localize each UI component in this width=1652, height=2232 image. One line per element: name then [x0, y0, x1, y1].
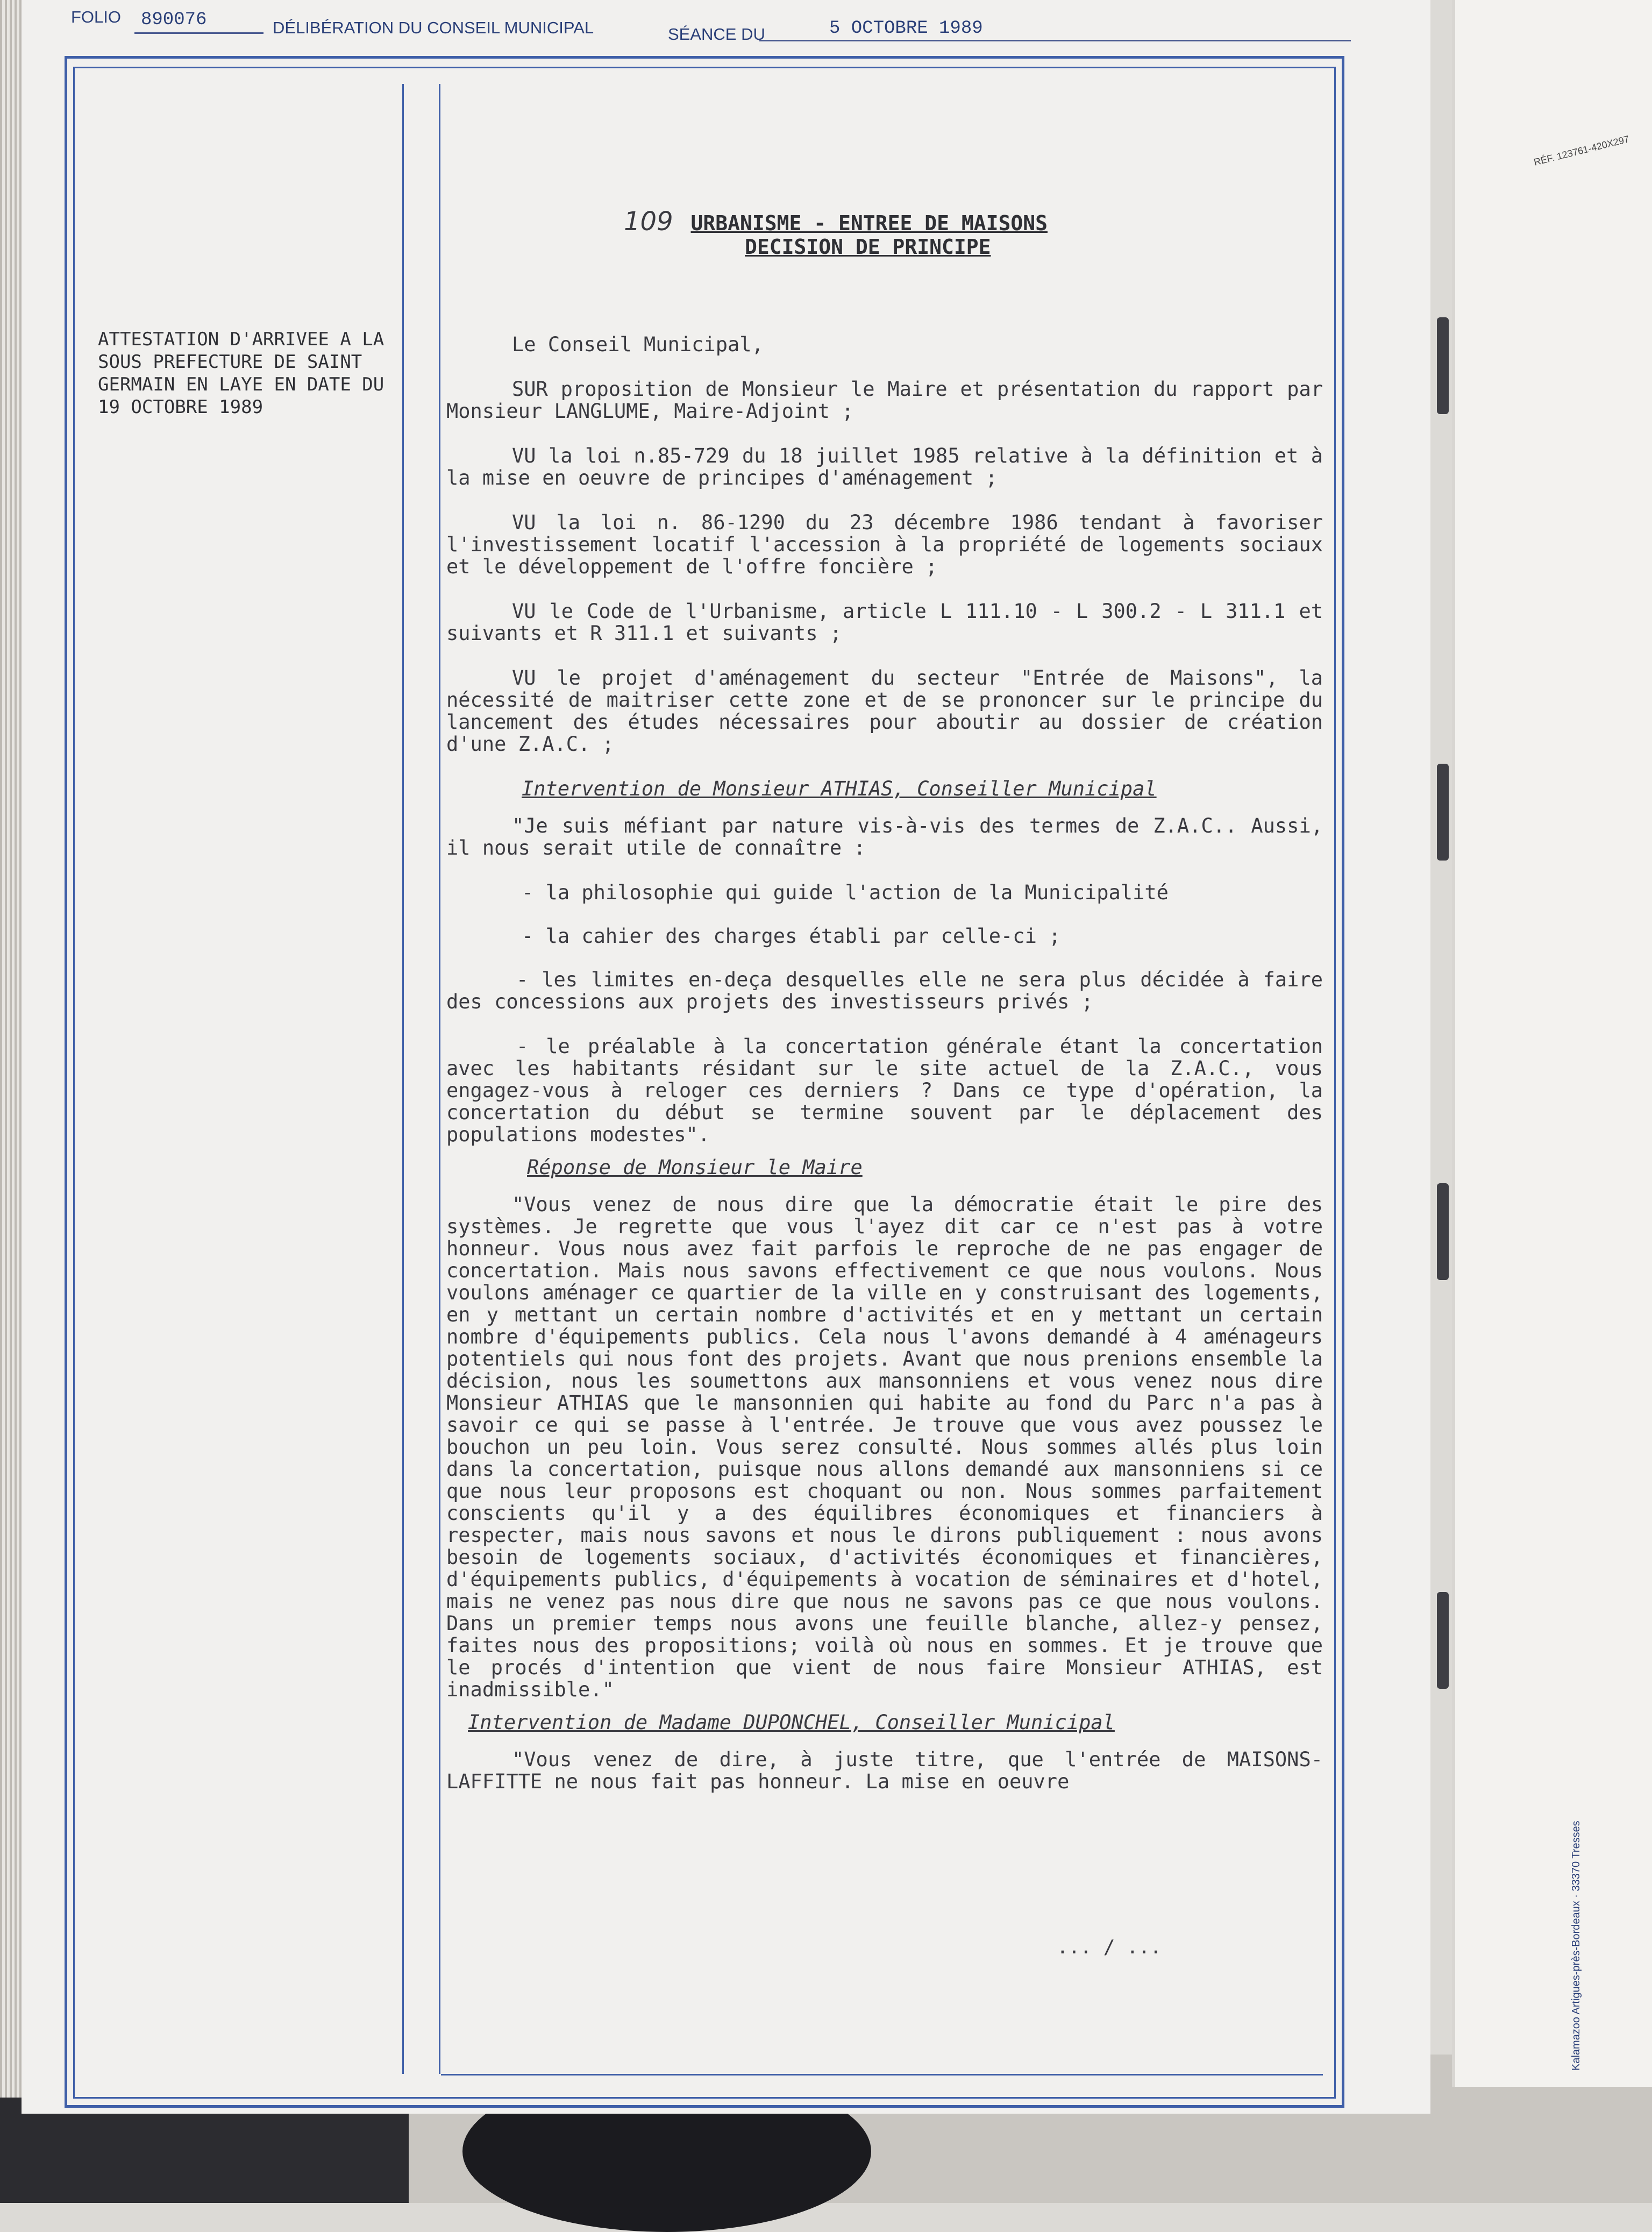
text-column-bottom-rule — [441, 2074, 1323, 2075]
athias-intro: "Je suis méfiant par nature vis-à-vis des termes de Z.A.C.. Aussi, il nous serait utile de connaître : — [446, 814, 1323, 859]
deliberation-title — [624, 207, 1048, 259]
folio-underline — [134, 32, 264, 34]
deliberation-number: 109 — [624, 207, 673, 237]
register-page — [22, 0, 1430, 2114]
attestation-line: 19 OCTOBRE 1989 — [98, 396, 264, 418]
title-line-2: DECISION DE PRINCIPE — [745, 235, 991, 259]
binder-tab — [1437, 1183, 1449, 1280]
heading-duponchel: Intervention de Madame DUPONCHEL, Conseiller Municipal — [468, 1711, 1115, 1734]
folio-label: FOLIO — [71, 8, 122, 26]
paragraph-loi-1986: VU la loi n. 86-1290 du 23 décembre 1986 tendant à favoriser l'investissement locatif l'accession à la propriété de logements sociaux et le développement de l'offre foncière ; — [446, 511, 1323, 578]
athias-point: - les limites en-deça desquelles elle ne sera plus décidée à faire des concessions aux projets des investisseurs privés ; — [446, 968, 1323, 1013]
paragraph-proposition: SUR proposition de Monsieur le Maire et présentation du rapport par Monsieur LANGLUME, Maire-Adjoint ; — [446, 378, 1323, 423]
seance-label: SÉANCE DU — [668, 25, 765, 44]
deliberation-body — [446, 333, 1323, 1815]
page-header — [71, 8, 1351, 51]
adjacent-paper — [1452, 0, 1652, 2087]
attestation-line: GERMAIN EN LAYE EN DATE DU — [98, 374, 384, 395]
binder-tab — [1437, 764, 1449, 861]
continuation-mark: ... / ... — [1057, 1936, 1162, 1958]
seance-underline — [759, 40, 1351, 41]
duponchel-text: "Vous venez de dire, à juste titre, que l'entrée de MAISONS-LAFFITTE ne nous fait pas honneur. La mise en oeuvre — [446, 1748, 1323, 1793]
athias-point: - la cahier des charges établi par celle-ci ; — [522, 925, 1061, 948]
text-column-divider — [439, 84, 440, 2074]
maire-response: "Vous venez de nous dire que la démocratie était le pire des systèmes. Je regrette que vous l'ayez dit car ce n'est pas à votre honneur. Vous nous avez fait parfois le reproche de ne pas engager de concertation. Mais nous savons effectivement ce que nous voulons. Nous voulons aménager ce quartier de la ville en y construisant des logements, en y mettant un certain nombre d'activités et en y mettant un certain nombre d'équipements publics. Cela nous l'avons demandé à 4 aménageurs potentiels qui nous font des projets. Avant que nous prenions ensemble la décision, nous les soumettons aux mansonniens et vous venez nous dire Monsieur ATHIAS que le mansonnien qui habite au fond du Parc n'a pas à savoir ce qui se passe à l'entrée. Je trouve que vous avez poussez le bouchon un peu loin. Vous serez consulté. Nous sommes allés plus loin dans la concertation, puisque nous allons demandé aux mansonniens si ce que nous leur proposons est choquant ou non. Nous sommes parfaitement conscients qu'il y a des équilibres économiques et financiers à respecter, mais nous savons et nous le dirons publiquement : nous avons besoin de logements sociaux, d'activités économiques et financières, d'équipements publics, d'équipements à vocation de séminaires et d'hotel, mais ne venez pas nous dire que nous ne savons pas ce que nous voulons. Dans un premier temps nous avons une feuille blanche, allez-y pensez, faites nous des propositions; voilà où nous en sommes. Et je trouve que le procés d'intention que vient de nous faire Monsieur ATHIAS, est inadmissible." — [446, 1193, 1323, 1701]
heading-athias: Intervention de Monsieur ATHIAS, Conseiller Municipal — [522, 777, 1157, 800]
paragraph-code-urbanisme: VU le Code de l'Urbanisme, article L 111.10 - L 300.2 - L 311.1 et suivants et R 311.1 et suivants ; — [446, 600, 1323, 645]
attestation-line: SOUS PREFECTURE DE SAINT — [98, 351, 362, 373]
binder-tab — [1437, 317, 1449, 414]
attestation-line: ATTESTATION D'ARRIVEE A LA — [98, 329, 384, 350]
binder-tab — [1437, 1592, 1449, 1689]
athias-point: - la philosophie qui guide l'action de la Municipalité — [522, 881, 1169, 904]
arrival-attestation — [98, 328, 410, 418]
title-line-1: URBANISME - ENTREE DE MAISONS — [690, 211, 1048, 235]
printer-imprint: Kalamazoo Artigues-près-Bordeaux · 33370 Tresses — [1570, 1821, 1582, 2071]
reference-label: RÉF. 123761-420X297 — [1533, 133, 1630, 168]
athias-point: - le préalable à la concertation générale étant la concertation avec les habitants résidant sur le site actuel de la Z.A.C., vous engagez-vous à reloger ces derniers ? Dans ce type d'opération, la concertation du début se termine souvent par le déplacement des populations modestes". — [446, 1035, 1323, 1146]
document-type: DÉLIBÉRATION DU CONSEIL MUNICIPAL — [273, 18, 594, 37]
folio-number: 890076 — [141, 10, 207, 30]
paragraph-loi-1985: VU la loi n.85-729 du 18 juillet 1985 relative à la définition et à la mise en oeuvre de principes d'aménagement ; — [446, 444, 1323, 489]
paragraph-projet: VU le projet d'aménagement du secteur "Entrée de Maisons", la nécessité de maitriser cette zone et de se prononcer sur le principe du lancement des études nécessaires pour aboutir au dossier de création d'une Z.A.C. ; — [446, 666, 1323, 756]
heading-maire: Réponse de Monsieur le Maire — [527, 1156, 863, 1179]
opening-line: Le Conseil Municipal, — [512, 333, 764, 356]
seance-date: 5 OCTOBRE 1989 — [829, 18, 983, 39]
